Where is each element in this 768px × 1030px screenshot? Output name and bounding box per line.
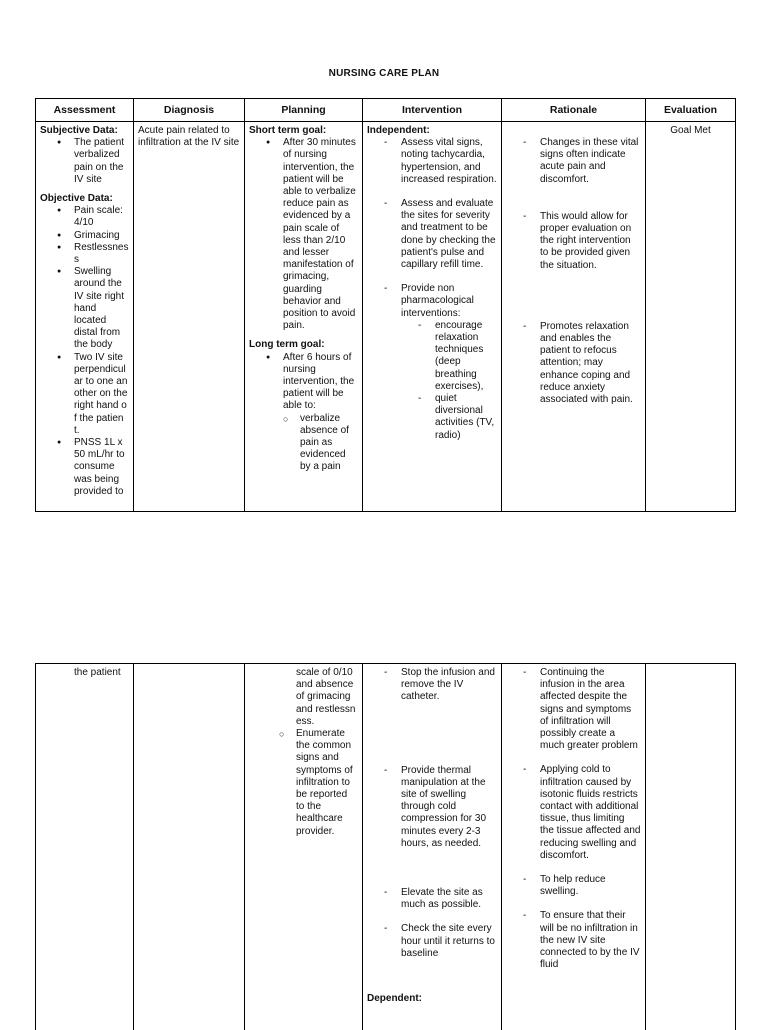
planning-cell (245, 664, 363, 1030)
intervention-item: - Provide thermal manipulation at the site of swelling through cold compression for 30 minutes every 2-3 hours, as needed. (367, 765, 497, 850)
subjective-item: ● The patient verbalized pain on the IV site (40, 137, 129, 186)
table-row (36, 664, 736, 1030)
header-planning: Planning (245, 99, 363, 122)
objective-item: ● Grimacing (40, 230, 129, 242)
assessment-cell (36, 664, 134, 1030)
intervention-item: - Elevate the site as much as possible. (367, 887, 497, 911)
objective-label: Objective Data: (40, 193, 129, 205)
rationale-item: - Changes in these vital signs often indicate acute pain and discomfort. (506, 137, 641, 186)
short-term-goal-label: Short term goal: (249, 125, 358, 137)
care-plan-table-continued (35, 663, 736, 1030)
diagnosis-cell (134, 664, 245, 1030)
long-term-subgoal: ○ verbalize absence of pain as evidenced by a pain (283, 413, 358, 474)
intervention-subitem: - encourage relaxation techniques (deep breathing exercises), (401, 320, 497, 393)
evaluation-cell (646, 664, 736, 1030)
intervention-cell (363, 664, 502, 1030)
care-plan-table (35, 98, 736, 512)
rationale-item: - Promotes relaxation and enables the patient to refocus attention; may enhance coping and reduce anxiety associated with pain. (506, 321, 641, 406)
intervention-cell (363, 122, 502, 512)
long-term-goal (249, 352, 358, 474)
intervention-item: - Stop the infusion and remove the IV catheter. (367, 667, 497, 704)
header-assessment: Assessment (36, 99, 134, 122)
intervention-item: - Check the site every hour until it returns to baseline (367, 923, 497, 960)
header-evaluation: Evaluation (646, 99, 736, 122)
objective-item: ● Pain scale: 4/10 (40, 205, 129, 229)
diagnosis-cell: Acute pain related to infiltration at the IV site (134, 122, 245, 512)
assessment-cell (36, 122, 134, 512)
rationale-cell (502, 122, 646, 512)
dependent-label: Dependent: (367, 993, 497, 1005)
long-term-subgoal: ○ Enumerate the common signs and symptoms of infiltration to be reported to the healthcare provider. (279, 728, 358, 838)
header-intervention: Intervention (363, 99, 502, 122)
long-term-goal-text: After 6 hours of nursing intervention, the patient will be able to: (283, 352, 354, 412)
objective-item: ● Swelling around the IV site right hand located distal from the body (40, 266, 129, 351)
page-title: NURSING CARE PLAN (0, 68, 768, 79)
long-term-goal-label: Long term goal: (249, 339, 358, 351)
evaluation-cell: Goal Met (646, 122, 736, 512)
objective-item: ● Restlessness (40, 242, 129, 266)
intervention-item-text: Provide non pharmacological interventions: (401, 283, 474, 318)
rationale-item: - Applying cold to infiltration caused by isotonic fluids restricts contact with additional tissue, thus limiting the tissue affected and reducing swelling and discomfort. (506, 764, 641, 862)
planning-cell (245, 122, 363, 512)
intervention-subitem: - quiet diversional activities (TV, radio) (401, 393, 497, 442)
rationale-item: - This would allow for proper evaluation on the right intervention to be provided given the situation. (506, 211, 641, 272)
intervention-item: - Assess and evaluate the sites for severity and treatment to be done by checking the patient's pulse and capillary refill time. (367, 198, 497, 271)
rationale-cell (502, 664, 646, 1030)
table-header-row (36, 99, 736, 122)
long-term-subgoal-continued: scale of 0/10 and absence of grimacing and restlessness. (249, 667, 358, 728)
rationale-item: - To ensure that their will be no infiltration in the new IV site connected to by the IV fluid (506, 910, 641, 971)
objective-item: ● Two IV site perpendicular to one another on the right hand of the patient. (40, 352, 129, 437)
assessment-continued: the patient (40, 667, 129, 679)
intervention-item (367, 283, 497, 442)
objective-item: ● PNSS 1L x 50 mL/hr to consume was being provided to (40, 437, 129, 498)
subjective-label: Subjective Data: (40, 125, 129, 137)
independent-label: Independent: (367, 125, 497, 137)
short-term-goal: ● After 30 minutes of nursing intervention, the patient will be able to verbalize reduce pain as evidenced by a pain scale of less than 2/10 and lesser manifestation of grimacing, guarding behavior and position to avoid pain. (249, 137, 358, 332)
rationale-item: - To help reduce swelling. (506, 874, 641, 898)
table-row (36, 122, 736, 512)
rationale-item: - Continuing the infusion in the area affected despite the signs and symptoms of infiltration will possibly create a much greater problem (506, 667, 641, 752)
intervention-item: - Assess vital signs, noting tachycardia, hypertension, and increased respiration. (367, 137, 497, 186)
header-rationale: Rationale (502, 99, 646, 122)
header-diagnosis: Diagnosis (134, 99, 245, 122)
